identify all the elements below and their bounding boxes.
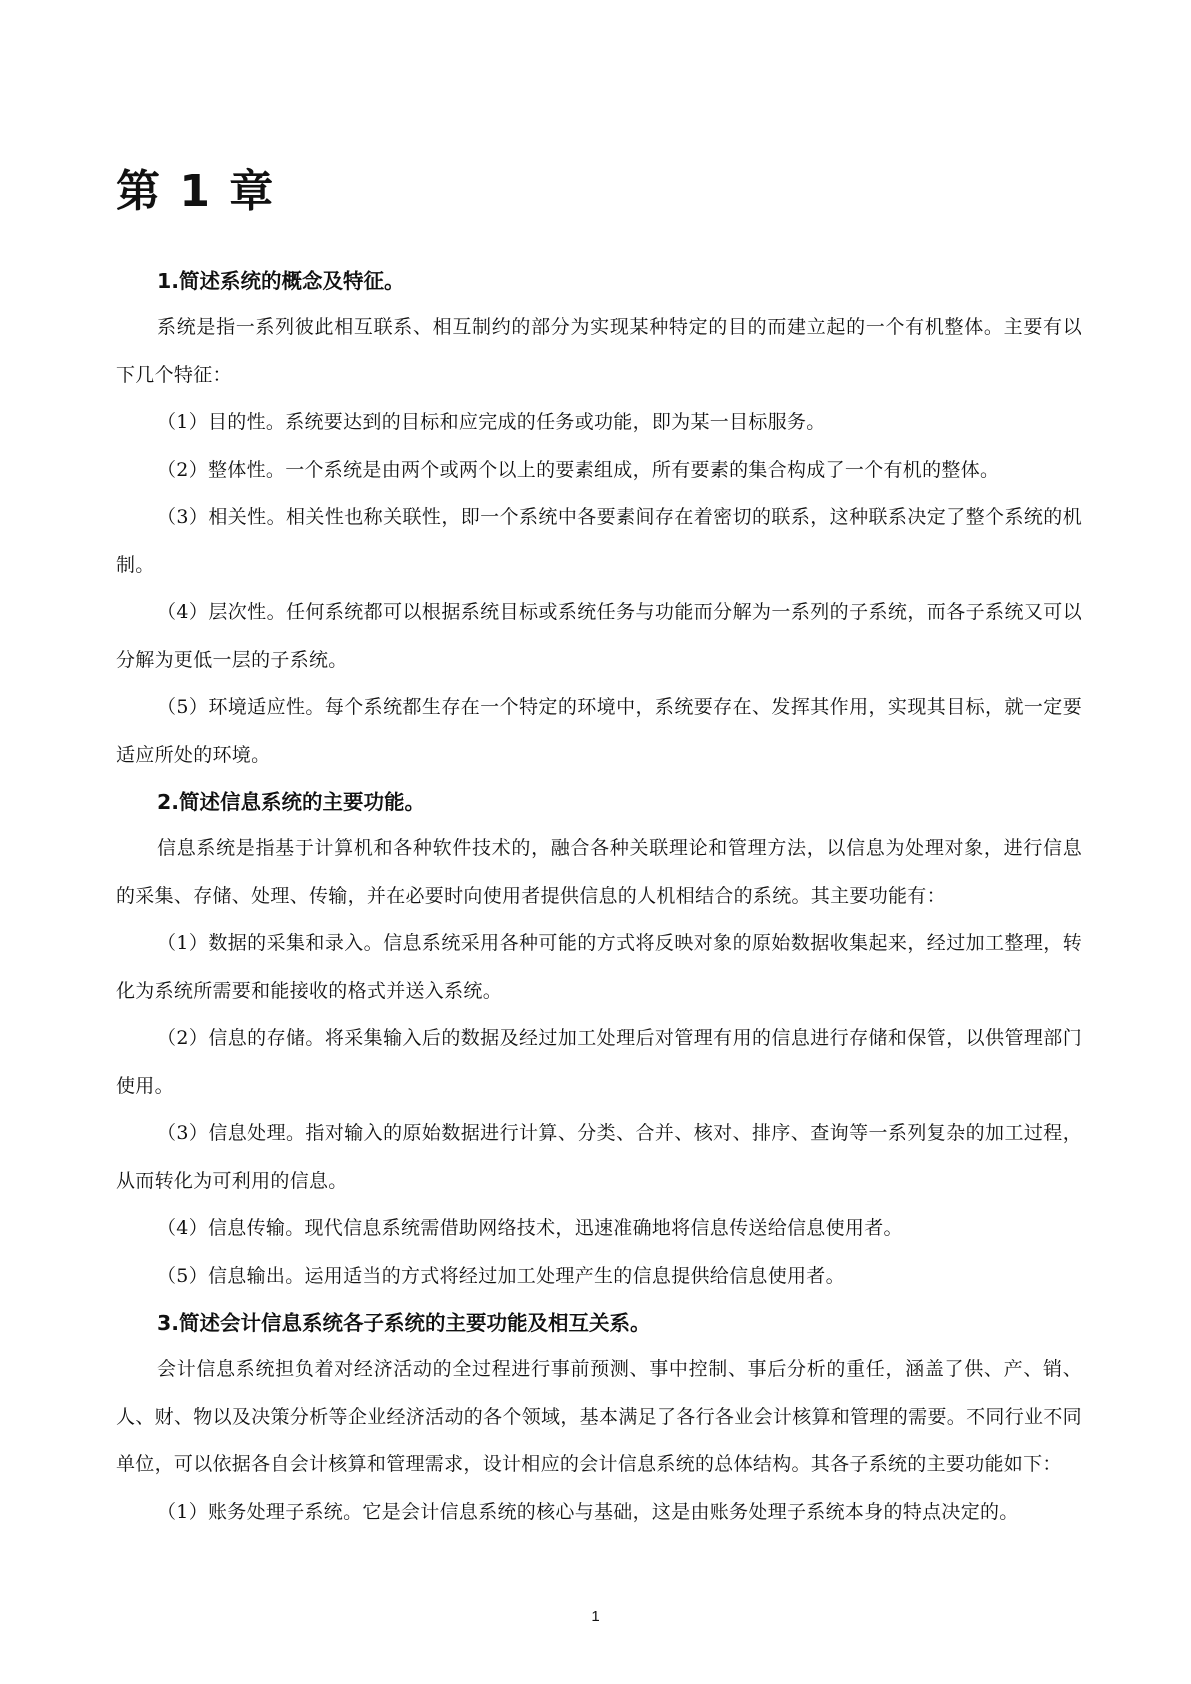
section-heading: 1.简述系统的概念及特征。 — [157, 269, 405, 293]
paragraph: 信息系统是指基于计算机和各种软件技术的，融合各种关联理论和管理方法，以信息为处理对象，进行信息的采集、存储、处理、传输，并在必要时向使用者提供信息的人机相结合的系统。其主要功能有： — [116, 837, 1082, 907]
list-item: （2）整体性。一个系统是由两个或两个以上的要素组成，所有要素的集合构成了一个有机的整体。 — [157, 458, 1000, 481]
section-heading: 2.简述信息系统的主要功能。 — [157, 790, 426, 814]
page-content — [116, 258, 1082, 1536]
list-item: （5）环境适应性。每个系统都生存在一个特定的环境中，系统要存在、发挥其作用，实现其目标，就一定要适应所处的环境。 — [116, 696, 1082, 766]
list-item: （1）目的性。系统要达到的目标和应完成的任务或功能，即为某一目标服务。 — [157, 411, 826, 433]
chapter-title: 第 1 章 — [116, 166, 276, 217]
section-heading: 3.简述会计信息系统各子系统的主要功能及相互关系。 — [157, 1311, 651, 1335]
section-1 — [116, 258, 1082, 779]
paragraph: 系统是指一系列彼此相互联系、相互制约的部分为实现某种特定的目的而建立起的一个有机整体。主要有以下几个特征： — [116, 316, 1082, 386]
list-item: （1）数据的采集和录入。信息系统采用各种可能的方式将反映对象的原始数据收集起来，经过加工整理，转化为系统所需要和能接收的格式并送入系统。 — [116, 932, 1082, 1002]
list-item: （4）层次性。任何系统都可以根据系统目标或系统任务与功能而分解为一系列的子系统，而各子系统又可以分解为更低一层的子系统。 — [116, 601, 1082, 671]
list-item: （1）账务处理子系统。它是会计信息系统的核心与基础，这是由账务处理子系统本身的特点决定的。 — [157, 1500, 1019, 1523]
section-3 — [116, 1300, 1082, 1536]
list-item: （3）相关性。相关性也称关联性，即一个系统中各要素间存在着密切的联系，这种联系决定了整个系统的机制。 — [116, 506, 1082, 576]
list-item: （3）信息处理。指对输入的原始数据进行计算、分类、合并、核对、排序、查询等一系列复杂的加工过程，从而转化为可利用的信息。 — [116, 1122, 1082, 1192]
page-number: 1 — [591, 1608, 600, 1625]
list-item: （5）信息输出。运用适当的方式将经过加工处理产生的信息提供给信息使用者。 — [157, 1264, 845, 1287]
section-2 — [116, 779, 1082, 1300]
list-item: （4）信息传输。现代信息系统需借助网络技术，迅速准确地将信息传送给信息使用者。 — [157, 1217, 903, 1239]
paragraph: 会计信息系统担负着对经济活动的全过程进行事前预测、事中控制、事后分析的重任，涵盖了供、产、销、人、财、物以及决策分析等企业经济活动的各个领域，基本满足了各行各业会计核算和管理的需要。不同行业不同单位，可以依据各自会计核算和管理需求，设计相应的会计信息系统的总体结构。其各子系统的主要功能如下： — [116, 1358, 1082, 1475]
list-item: （2）信息的存储。将采集输入后的数据及经过加工处理后对管理有用的信息进行存储和保管，以供管理部门使用。 — [116, 1027, 1082, 1097]
